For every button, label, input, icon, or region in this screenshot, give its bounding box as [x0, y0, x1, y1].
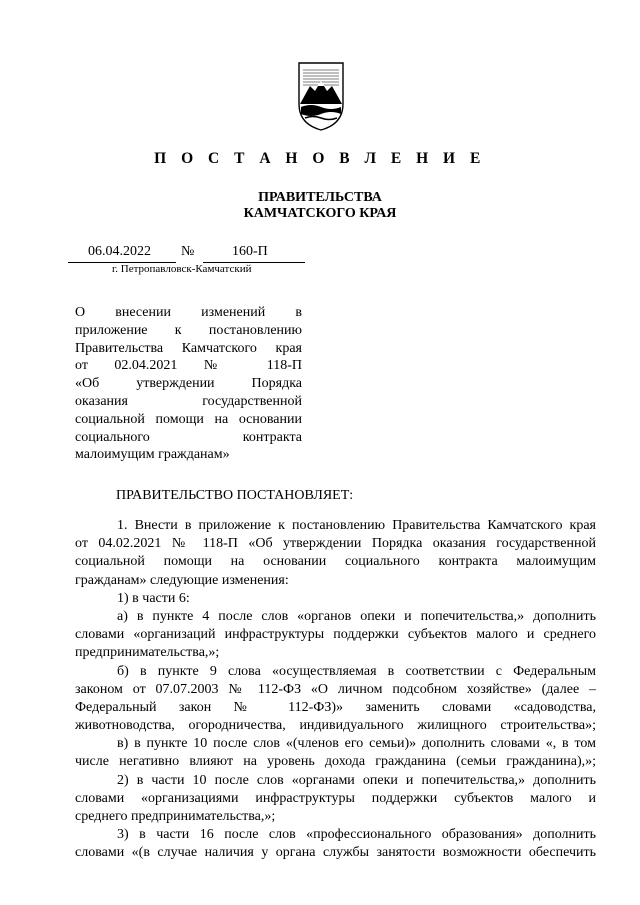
body-text-line: 2) в части 10 после слов «органами опеки и попечительства,» дополнить — [117, 772, 596, 788]
subject-line: О внесении изменений в — [75, 305, 302, 320]
body-text-line: 1) в части 6: — [117, 590, 190, 606]
body-text-line: словами «организаций инфраструктуры поддержки субъектов малого и среднего — [75, 627, 596, 643]
body-text-line: предпринимательства,»; — [75, 645, 220, 661]
body-text-line: Федеральный закон № 112-ФЗ)» заменить словами «садоводства, — [75, 699, 596, 715]
body-text-line: 3) в части 16 после слов «профессионального образования» дополнить — [117, 827, 596, 843]
document-title: П О С Т А Н О В Л Е Н И Е — [154, 150, 486, 167]
subject-line: социальной помощи на основании — [75, 411, 302, 427]
body-text-line: 1. Внести в приложение к постановлению Правительства Камчатского края — [117, 518, 596, 533]
body-text-line: словами «организациями инфраструктуры поддержки субъектов малого и — [75, 790, 596, 806]
subject-line: оказания государственной — [75, 393, 302, 409]
body-text-line: числе негативно влияют на уровень дохода гражданина (семьи гражданина),»; — [75, 754, 596, 770]
document-body — [75, 517, 596, 863]
number-sign: № — [181, 244, 195, 259]
kamchatka-coat-of-arms-icon — [296, 60, 346, 132]
subject-line: от 02.04.2021 № 118-П — [75, 358, 302, 374]
body-text-line: словами «(в случае наличия у органа службы занятости возможности обеспечить — [75, 845, 596, 861]
government-name-line1: ПРАВИТЕЛЬСТВА — [258, 190, 382, 205]
body-text-line: законом от 07.07.2003 № 112-ФЗ «О личном подсобном хозяйстве» (далее – — [75, 681, 596, 697]
subject-line: малоимущим гражданам» — [75, 447, 230, 463]
body-text-line: б) в пункте 9 слова «осуществляемая в соответствии с Федеральным — [117, 663, 596, 679]
decree-heading: ПРАВИТЕЛЬСТВО ПОСТАНОВЛЯЕТ: — [116, 488, 354, 503]
document-date: 06.04.2022 — [88, 244, 151, 259]
body-text-line: гражданам» следующие изменения: — [75, 572, 289, 588]
subject-line: «Об утверждении Порядка — [75, 376, 302, 392]
body-text-line: социальной помощи на основании социального контракта малоимущим — [75, 554, 596, 570]
body-text-line: а) в пункте 4 после слов «органов опеки и попечительства,» дополнить — [117, 608, 596, 624]
document-number: 160-П — [232, 244, 268, 259]
subject-line: Правительства Камчатского края — [75, 340, 302, 356]
body-text-line: животноводства, огородничества, индивидуального жилищного строительства»; — [75, 718, 596, 734]
body-text-line: от 04.02.2021 № 118-П «Об утверждении Порядка оказания государственной — [75, 536, 596, 552]
body-text-line: в) в пункте 10 после слов «(членов его семьи)» дополнить словами «, в том — [117, 736, 596, 752]
body-text-line: среднего предпринимательства,»; — [75, 809, 276, 824]
government-name-line2: КАМЧАТСКОГО КРАЯ — [243, 206, 397, 221]
document-subject — [75, 304, 302, 464]
subject-line: приложение к постановлению — [75, 322, 302, 338]
city-name: г. Петропавловск-Камчатский — [112, 263, 252, 275]
subject-line: социального контракта — [75, 429, 302, 445]
